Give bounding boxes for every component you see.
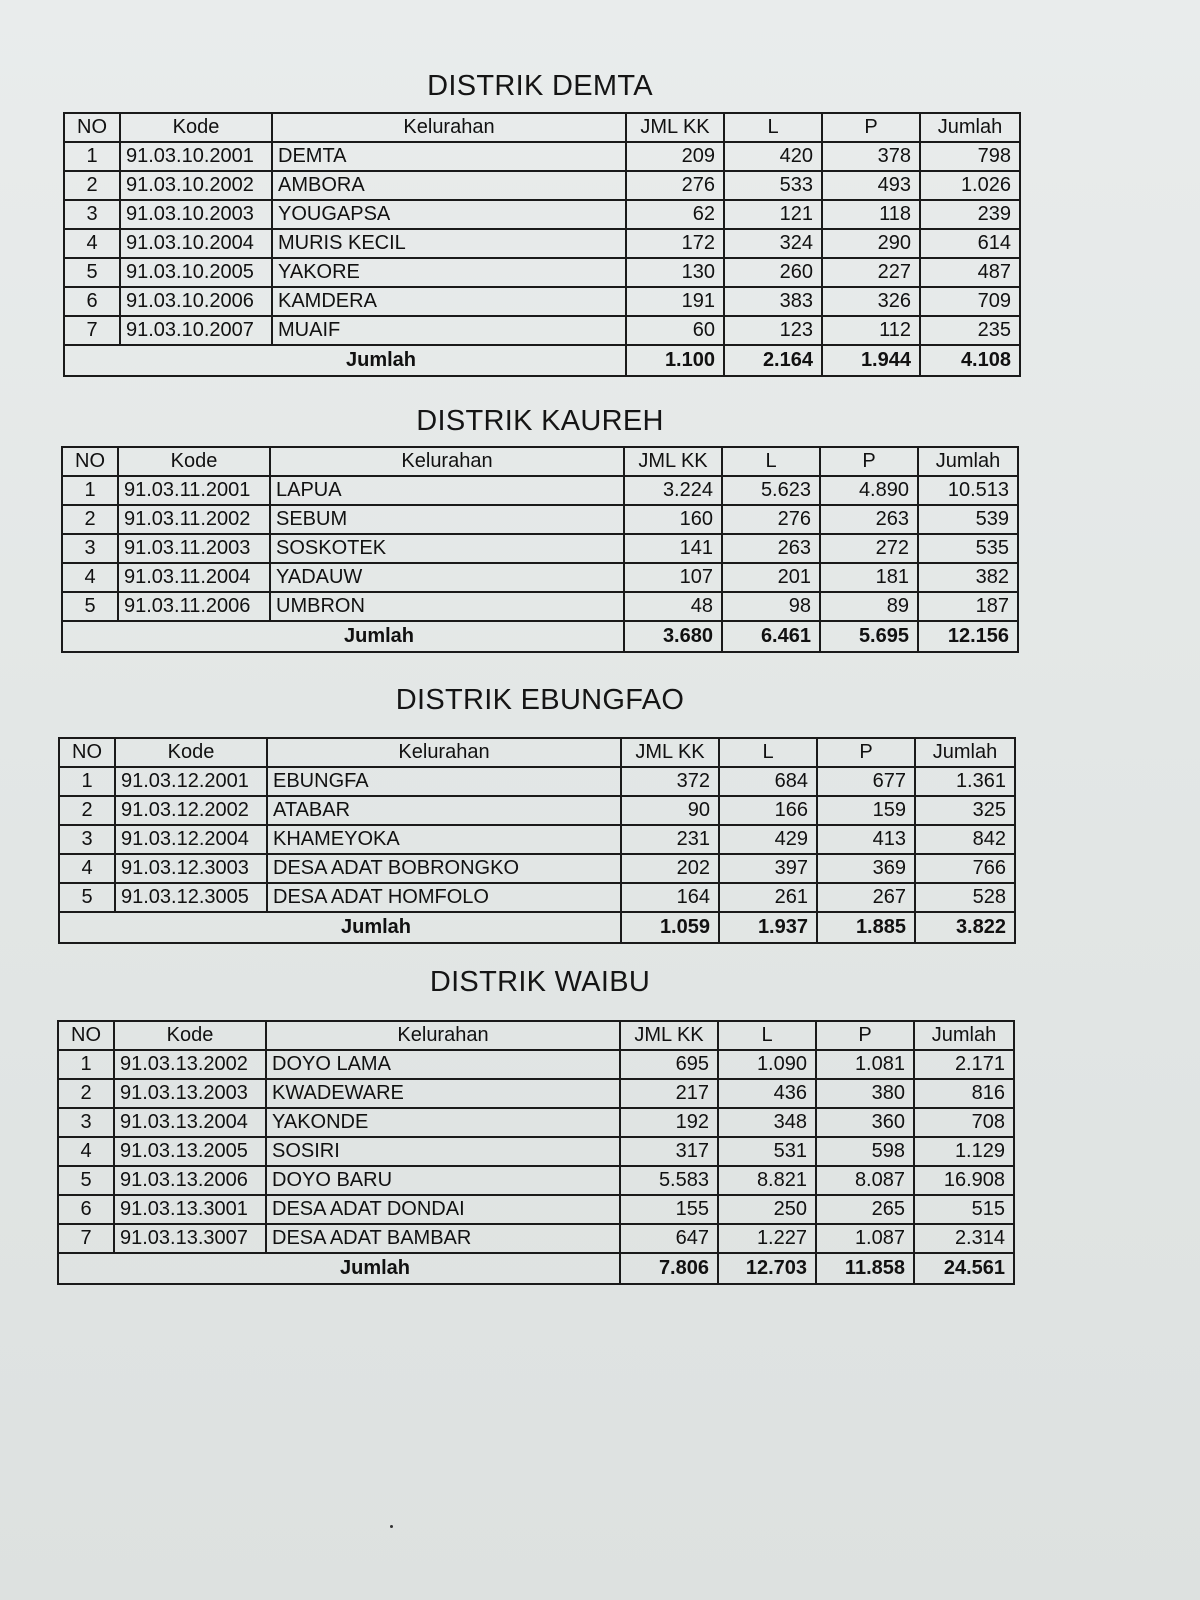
- cell-l: 397: [719, 854, 817, 883]
- column-header-p: P: [822, 113, 920, 142]
- table-row: [64, 316, 1020, 345]
- cell-no: 5: [58, 1166, 114, 1195]
- cell-kode: 91.03.13.2005: [114, 1137, 266, 1166]
- cell-kelurahan: KHAMEYOKA: [267, 825, 621, 854]
- district-title: DISTRIK WAIBU: [429, 966, 651, 998]
- column-header-jml-kk: JML KK: [620, 1021, 718, 1050]
- cell-l: 5.623: [722, 476, 820, 505]
- table-row: [64, 142, 1020, 171]
- cell-kode: 91.03.11.2001: [118, 476, 270, 505]
- cell-jumlah: 842: [915, 825, 1015, 854]
- cell-jumlah: 239: [920, 200, 1020, 229]
- district-title: DISTRIK DEMTA: [427, 70, 653, 102]
- cell-no: 1: [64, 142, 120, 171]
- cell-kelurahan: DOYO LAMA: [266, 1050, 620, 1079]
- cell-l: 348: [718, 1108, 816, 1137]
- cell-l: 263: [722, 534, 820, 563]
- table-row: [64, 200, 1020, 229]
- cell-l: 429: [719, 825, 817, 854]
- column-header-kelurahan: Kelurahan: [266, 1021, 620, 1050]
- cell-p: 369: [817, 854, 915, 883]
- cell-p: 118: [822, 200, 920, 229]
- cell-jumlah: 1.361: [915, 767, 1015, 796]
- cell-kode: 91.03.10.2005: [120, 258, 272, 287]
- cell-jumlah: 816: [914, 1079, 1014, 1108]
- cell-p: 677: [817, 767, 915, 796]
- column-header-jml-kk: JML KK: [624, 447, 722, 476]
- cell-p: 89: [820, 592, 918, 621]
- column-header-jumlah: Jumlah: [914, 1021, 1014, 1050]
- column-header-l: L: [718, 1021, 816, 1050]
- cell-jumlah: 2.171: [914, 1050, 1014, 1079]
- cell-kode: 91.03.12.2001: [115, 767, 267, 796]
- column-header-l: L: [722, 447, 820, 476]
- cell-l: 324: [724, 229, 822, 258]
- column-header-no: NO: [59, 738, 115, 767]
- cell-kelurahan: LAPUA: [270, 476, 624, 505]
- cell-l: 250: [718, 1195, 816, 1224]
- cell-p: 267: [817, 883, 915, 912]
- table-row: [58, 1166, 1014, 1195]
- cell-p: 8.087: [816, 1166, 914, 1195]
- total-jml-kk: 1.059: [621, 912, 719, 943]
- cell-kelurahan: MUAIF: [272, 316, 626, 345]
- column-header-p: P: [820, 447, 918, 476]
- cell-no: 7: [64, 316, 120, 345]
- cell-p: 326: [822, 287, 920, 316]
- district-title: DISTRIK KAUREH: [416, 405, 664, 437]
- table-row: [58, 1079, 1014, 1108]
- cell-jml-kk: 276: [626, 171, 724, 200]
- column-header-no: NO: [64, 113, 120, 142]
- cell-p: 4.890: [820, 476, 918, 505]
- cell-p: 159: [817, 796, 915, 825]
- total-p: 11.858: [816, 1253, 914, 1284]
- cell-jml-kk: 191: [626, 287, 724, 316]
- cell-kode: 91.03.10.2006: [120, 287, 272, 316]
- cell-no: 2: [58, 1079, 114, 1108]
- cell-l: 420: [724, 142, 822, 171]
- district-title: DISTRIK EBUNGFAO: [395, 684, 685, 716]
- cell-kelurahan: DESA ADAT BAMBAR: [266, 1224, 620, 1253]
- cell-kode: 91.03.11.2003: [118, 534, 270, 563]
- cell-no: 3: [64, 200, 120, 229]
- table-row: [62, 563, 1018, 592]
- cell-p: 112: [822, 316, 920, 345]
- cell-no: 6: [64, 287, 120, 316]
- cell-kode: 91.03.13.3007: [114, 1224, 266, 1253]
- cell-p: 181: [820, 563, 918, 592]
- column-header-jml-kk: JML KK: [621, 738, 719, 767]
- total-p: 1.944: [822, 345, 920, 376]
- cell-l: 383: [724, 287, 822, 316]
- cell-kode: 91.03.10.2001: [120, 142, 272, 171]
- cell-jumlah: 709: [920, 287, 1020, 316]
- cell-no: 4: [64, 229, 120, 258]
- cell-l: 1.227: [718, 1224, 816, 1253]
- cell-jumlah: 535: [918, 534, 1018, 563]
- cell-no: 3: [62, 534, 118, 563]
- total-label: Jumlah: [59, 912, 621, 943]
- cell-jumlah: 16.908: [914, 1166, 1014, 1195]
- column-header-jumlah: Jumlah: [920, 113, 1020, 142]
- cell-jml-kk: 231: [621, 825, 719, 854]
- speck-mark: [390, 1525, 393, 1528]
- table-row: [62, 476, 1018, 505]
- cell-jumlah: 187: [918, 592, 1018, 621]
- cell-jml-kk: 160: [624, 505, 722, 534]
- cell-l: 276: [722, 505, 820, 534]
- column-header-jumlah: Jumlah: [915, 738, 1015, 767]
- cell-jumlah: 487: [920, 258, 1020, 287]
- district-table: [57, 1020, 1015, 1285]
- cell-jml-kk: 172: [626, 229, 724, 258]
- cell-no: 7: [58, 1224, 114, 1253]
- cell-no: 3: [59, 825, 115, 854]
- cell-jumlah: 528: [915, 883, 1015, 912]
- cell-jml-kk: 3.224: [624, 476, 722, 505]
- cell-kelurahan: KAMDERA: [272, 287, 626, 316]
- cell-l: 201: [722, 563, 820, 592]
- cell-kode: 91.03.13.2004: [114, 1108, 266, 1137]
- column-header-jumlah: Jumlah: [918, 447, 1018, 476]
- cell-jml-kk: 217: [620, 1079, 718, 1108]
- cell-jml-kk: 107: [624, 563, 722, 592]
- cell-kelurahan: DOYO BARU: [266, 1166, 620, 1195]
- cell-jml-kk: 141: [624, 534, 722, 563]
- table-header-row: [62, 447, 1018, 476]
- cell-jumlah: 1.026: [920, 171, 1020, 200]
- cell-jumlah: 10.513: [918, 476, 1018, 505]
- total-label: Jumlah: [64, 345, 626, 376]
- cell-p: 493: [822, 171, 920, 200]
- cell-l: 531: [718, 1137, 816, 1166]
- table-row: [58, 1137, 1014, 1166]
- cell-l: 684: [719, 767, 817, 796]
- table-row: [64, 287, 1020, 316]
- cell-no: 2: [59, 796, 115, 825]
- cell-kode: 91.03.12.2004: [115, 825, 267, 854]
- table-header-row: [58, 1021, 1014, 1050]
- total-l: 6.461: [722, 621, 820, 652]
- cell-l: 261: [719, 883, 817, 912]
- total-l: 12.703: [718, 1253, 816, 1284]
- cell-kode: 91.03.11.2006: [118, 592, 270, 621]
- table-row: [59, 854, 1015, 883]
- cell-kelurahan: SOSIRI: [266, 1137, 620, 1166]
- cell-jml-kk: 647: [620, 1224, 718, 1253]
- column-header-p: P: [817, 738, 915, 767]
- cell-l: 1.090: [718, 1050, 816, 1079]
- cell-no: 2: [62, 505, 118, 534]
- table-row: [64, 229, 1020, 258]
- cell-kelurahan: SEBUM: [270, 505, 624, 534]
- cell-jumlah: 2.314: [914, 1224, 1014, 1253]
- table-row: [64, 258, 1020, 287]
- cell-jml-kk: 155: [620, 1195, 718, 1224]
- cell-p: 1.087: [816, 1224, 914, 1253]
- cell-no: 1: [59, 767, 115, 796]
- total-jml-kk: 7.806: [620, 1253, 718, 1284]
- cell-no: 5: [62, 592, 118, 621]
- cell-kode: 91.03.10.2003: [120, 200, 272, 229]
- column-header-kelurahan: Kelurahan: [272, 113, 626, 142]
- cell-kelurahan: DESA ADAT BOBRONGKO: [267, 854, 621, 883]
- cell-kelurahan: YADAUW: [270, 563, 624, 592]
- cell-jumlah: 766: [915, 854, 1015, 883]
- cell-kode: 91.03.10.2004: [120, 229, 272, 258]
- table-row: [62, 592, 1018, 621]
- cell-jml-kk: 164: [621, 883, 719, 912]
- cell-jumlah: 1.129: [914, 1137, 1014, 1166]
- cell-jumlah: 382: [918, 563, 1018, 592]
- cell-no: 4: [58, 1137, 114, 1166]
- table-row: [59, 883, 1015, 912]
- cell-kelurahan: YAKORE: [272, 258, 626, 287]
- total-jumlah: 12.156: [918, 621, 1018, 652]
- cell-no: 2: [64, 171, 120, 200]
- cell-no: 4: [59, 854, 115, 883]
- table-row: [62, 534, 1018, 563]
- cell-jml-kk: 192: [620, 1108, 718, 1137]
- cell-jml-kk: 202: [621, 854, 719, 883]
- cell-jumlah: 515: [914, 1195, 1014, 1224]
- table-row: [58, 1050, 1014, 1079]
- column-header-kode: Kode: [114, 1021, 266, 1050]
- cell-p: 263: [820, 505, 918, 534]
- total-jml-kk: 3.680: [624, 621, 722, 652]
- cell-kelurahan: MURIS KECIL: [272, 229, 626, 258]
- cell-kode: 91.03.13.3001: [114, 1195, 266, 1224]
- cell-jml-kk: 130: [626, 258, 724, 287]
- cell-jml-kk: 209: [626, 142, 724, 171]
- cell-p: 227: [822, 258, 920, 287]
- column-header-no: NO: [62, 447, 118, 476]
- total-p: 1.885: [817, 912, 915, 943]
- cell-p: 1.081: [816, 1050, 914, 1079]
- total-l: 2.164: [724, 345, 822, 376]
- cell-no: 3: [58, 1108, 114, 1137]
- total-l: 1.937: [719, 912, 817, 943]
- cell-kode: 91.03.13.2002: [114, 1050, 266, 1079]
- cell-kode: 91.03.12.3005: [115, 883, 267, 912]
- total-jumlah: 3.822: [915, 912, 1015, 943]
- cell-kelurahan: AMBORA: [272, 171, 626, 200]
- cell-l: 123: [724, 316, 822, 345]
- cell-jml-kk: 695: [620, 1050, 718, 1079]
- total-row: [58, 1253, 1014, 1284]
- cell-no: 5: [64, 258, 120, 287]
- total-label: Jumlah: [58, 1253, 620, 1284]
- table-row: [62, 505, 1018, 534]
- cell-kelurahan: DEMTA: [272, 142, 626, 171]
- cell-kode: 91.03.13.2006: [114, 1166, 266, 1195]
- cell-kelurahan: EBUNGFA: [267, 767, 621, 796]
- cell-kelurahan: SOSKOTEK: [270, 534, 624, 563]
- cell-jml-kk: 48: [624, 592, 722, 621]
- cell-l: 98: [722, 592, 820, 621]
- total-jml-kk: 1.100: [626, 345, 724, 376]
- cell-kode: 91.03.12.2002: [115, 796, 267, 825]
- cell-jumlah: 539: [918, 505, 1018, 534]
- cell-l: 166: [719, 796, 817, 825]
- cell-kelurahan: KWADEWARE: [266, 1079, 620, 1108]
- column-header-kode: Kode: [120, 113, 272, 142]
- column-header-kelurahan: Kelurahan: [267, 738, 621, 767]
- table-row: [58, 1108, 1014, 1137]
- cell-p: 380: [816, 1079, 914, 1108]
- column-header-kode: Kode: [115, 738, 267, 767]
- cell-jml-kk: 317: [620, 1137, 718, 1166]
- total-row: [62, 621, 1018, 652]
- column-header-kode: Kode: [118, 447, 270, 476]
- cell-kode: 91.03.12.3003: [115, 854, 267, 883]
- total-jumlah: 4.108: [920, 345, 1020, 376]
- cell-p: 598: [816, 1137, 914, 1166]
- cell-no: 5: [59, 883, 115, 912]
- cell-l: 436: [718, 1079, 816, 1108]
- cell-l: 533: [724, 171, 822, 200]
- cell-jml-kk: 90: [621, 796, 719, 825]
- table-row: [58, 1224, 1014, 1253]
- cell-kelurahan: YOUGAPSA: [272, 200, 626, 229]
- cell-jumlah: 235: [920, 316, 1020, 345]
- total-row: [64, 345, 1020, 376]
- cell-jml-kk: 62: [626, 200, 724, 229]
- cell-kode: 91.03.10.2007: [120, 316, 272, 345]
- district-table: [58, 737, 1016, 944]
- table-row: [58, 1195, 1014, 1224]
- cell-l: 121: [724, 200, 822, 229]
- cell-p: 290: [822, 229, 920, 258]
- cell-jml-kk: 5.583: [620, 1166, 718, 1195]
- cell-kelurahan: DESA ADAT DONDAI: [266, 1195, 620, 1224]
- cell-no: 6: [58, 1195, 114, 1224]
- cell-jumlah: 614: [920, 229, 1020, 258]
- cell-jml-kk: 372: [621, 767, 719, 796]
- table-row: [59, 796, 1015, 825]
- column-header-jml-kk: JML KK: [626, 113, 724, 142]
- cell-l: 8.821: [718, 1166, 816, 1195]
- cell-jumlah: 325: [915, 796, 1015, 825]
- district-table: [61, 446, 1019, 653]
- total-label: Jumlah: [62, 621, 624, 652]
- cell-kelurahan: YAKONDE: [266, 1108, 620, 1137]
- table-header-row: [59, 738, 1015, 767]
- column-header-p: P: [816, 1021, 914, 1050]
- district-table: [63, 112, 1021, 377]
- cell-p: 272: [820, 534, 918, 563]
- cell-jumlah: 798: [920, 142, 1020, 171]
- cell-no: 4: [62, 563, 118, 592]
- table-row: [64, 171, 1020, 200]
- cell-kelurahan: ATABAR: [267, 796, 621, 825]
- cell-kode: 91.03.11.2004: [118, 563, 270, 592]
- cell-kode: 91.03.11.2002: [118, 505, 270, 534]
- cell-jumlah: 708: [914, 1108, 1014, 1137]
- cell-p: 413: [817, 825, 915, 854]
- cell-l: 260: [724, 258, 822, 287]
- cell-kode: 91.03.13.2003: [114, 1079, 266, 1108]
- cell-jml-kk: 60: [626, 316, 724, 345]
- cell-kelurahan: UMBRON: [270, 592, 624, 621]
- cell-p: 265: [816, 1195, 914, 1224]
- column-header-no: NO: [58, 1021, 114, 1050]
- total-p: 5.695: [820, 621, 918, 652]
- cell-kelurahan: DESA ADAT HOMFOLO: [267, 883, 621, 912]
- table-row: [59, 825, 1015, 854]
- cell-kode: 91.03.10.2002: [120, 171, 272, 200]
- cell-p: 378: [822, 142, 920, 171]
- total-row: [59, 912, 1015, 943]
- total-jumlah: 24.561: [914, 1253, 1014, 1284]
- table-row: [59, 767, 1015, 796]
- cell-no: 1: [58, 1050, 114, 1079]
- cell-no: 1: [62, 476, 118, 505]
- column-header-l: L: [719, 738, 817, 767]
- cell-p: 360: [816, 1108, 914, 1137]
- column-header-kelurahan: Kelurahan: [270, 447, 624, 476]
- column-header-l: L: [724, 113, 822, 142]
- table-header-row: [64, 113, 1020, 142]
